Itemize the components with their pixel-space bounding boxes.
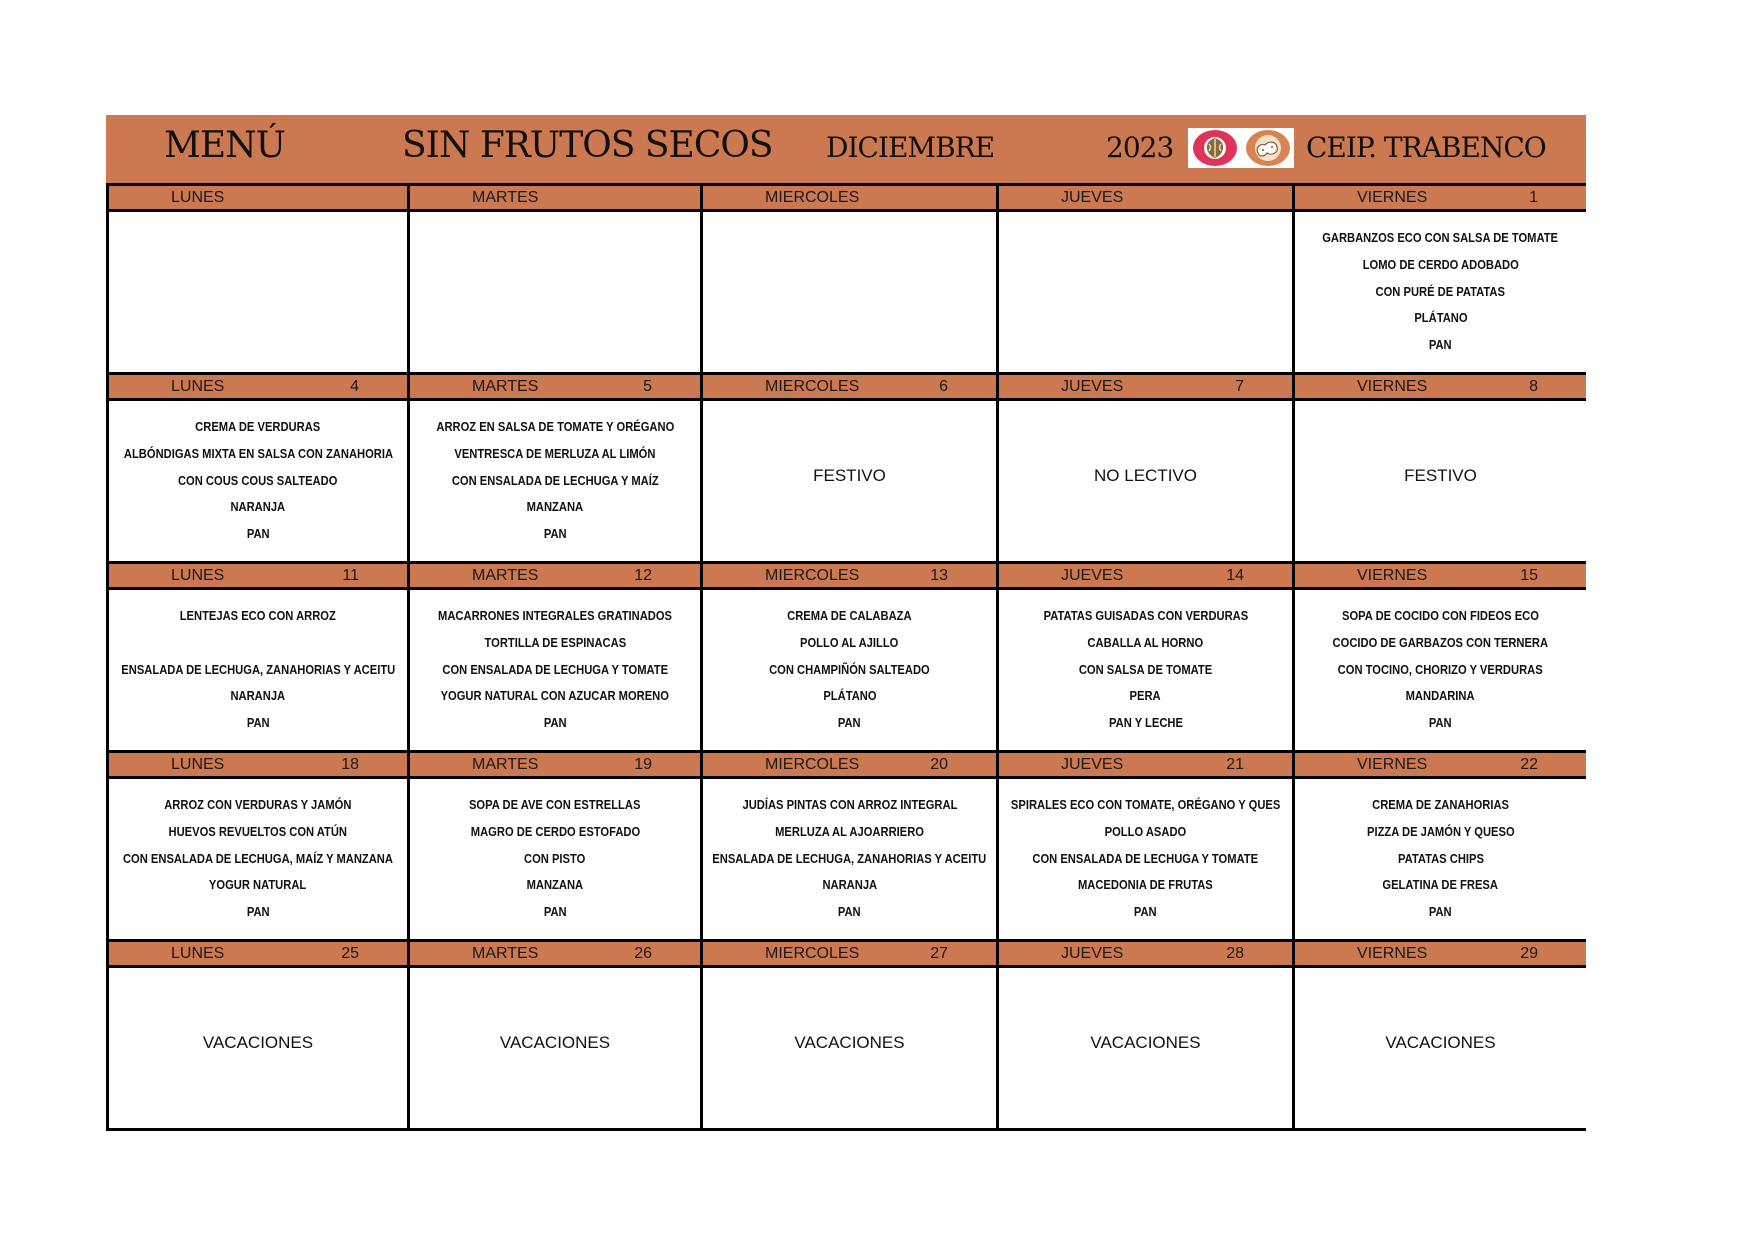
dish-line [256,630,259,657]
day-cell [1295,750,1586,939]
day-note: NO LECTIVO [1094,466,1197,485]
day-name: VIERNES [1357,756,1428,773]
day-menu [109,212,407,372]
day-name: MIERCOLES [765,756,860,773]
day-note: FESTIVO [1404,466,1477,485]
dish-line: MANZANA [526,499,584,515]
day-number: 19 [634,756,652,773]
day-name: LUNES [171,756,225,773]
day-header [109,183,407,212]
dish-line: PAN [838,904,861,920]
dish-line: CON CHAMPIÑÓN SALTEADO [769,661,930,677]
dish-line: PAN [1429,715,1452,731]
day-header [410,183,700,212]
dish-line: SOPA DE COCIDO CON FIDEOS ECO [1342,608,1539,623]
day-cell [410,561,703,750]
week-row [109,372,1586,561]
day-name: JUEVES [1061,756,1124,773]
day-name: LUNES [171,189,225,206]
day-name: JUEVES [1061,189,1124,206]
day-number: 22 [1520,756,1538,773]
day-cell [1295,183,1586,372]
day-header [1295,750,1586,779]
day-cell [703,183,999,372]
day-cell [109,750,410,939]
day-name: MIERCOLES [765,567,860,584]
day-cell [109,561,410,750]
day-header [999,372,1292,401]
day-cell [109,183,410,372]
day-number: 1 [1529,189,1538,206]
school-name: CEIP. TRABENCO [1306,131,1546,164]
dish-line: NARANJA [230,499,286,515]
dish-line: CON ENSALADA DE LECHUGA, MAÍZ Y MANZANA [123,850,393,866]
dish-line: GARBANZOS ECO CON SALSA DE TOMATE [1322,230,1559,245]
dish-line: MACEDONIA DE FRUTAS [1078,877,1213,893]
dish-line: VENTRESCA DE MERLUZA AL LIMÓN [454,445,656,461]
day-cell [410,372,703,561]
dish-line: PERA [1129,688,1162,704]
day-cell [410,939,703,1128]
day-cell [703,750,999,939]
day-menu [999,212,1292,372]
day-note: FESTIVO [813,466,886,485]
day-name: LUNES [171,567,225,584]
dish-line: PATATAS CHIPS [1397,850,1484,866]
dish-line: LOMO DE CERDO ADOBADO [1362,256,1519,272]
dish-line: POLLO ASADO [1104,823,1187,839]
day-name: MIERCOLES [765,945,860,962]
day-name: VIERNES [1357,567,1428,584]
day-note: VACACIONES [1090,1033,1201,1052]
day-menu [999,401,1292,561]
day-name: MARTES [472,945,539,962]
dish-line: POLLO AL AJILLO [800,634,899,650]
dish-line: YOGUR NATURAL CON AZUCAR MORENO [440,688,670,704]
dish-line: PAN [246,526,270,542]
day-cell [703,561,999,750]
day-note: VACACIONES [1385,1033,1496,1052]
day-header [999,939,1292,968]
day-header [999,750,1292,779]
dish-line: PAN [246,715,270,731]
dish-line: ARROZ CON VERDURAS Y JAMÓN [164,797,352,812]
dish-line: PAN [543,526,567,542]
dish-line: CREMA DE ZANAHORIAS [1372,797,1509,812]
day-number: 15 [1520,567,1538,584]
day-header [1295,372,1586,401]
day-name: MARTES [472,756,539,773]
day-menu [410,779,700,939]
day-header [703,750,996,779]
dish-line: CON COUS COUS SALTEADO [178,472,338,488]
day-number: 5 [643,378,652,395]
day-name: MIERCOLES [765,378,860,395]
dish-line: PAN [1134,904,1157,920]
day-menu [999,779,1292,939]
day-number: 7 [1235,378,1244,395]
day-header [999,561,1292,590]
day-cell [109,939,410,1128]
day-name: JUEVES [1061,567,1124,584]
dish-line: PIZZA DE JAMÓN Y QUESO [1366,823,1515,839]
day-menu [109,968,407,1128]
day-number: 26 [634,945,652,962]
dish-line: NARANJA [822,877,877,893]
dish-line: CON ENSALADA DE LECHUGA Y MAÍZ [451,472,659,488]
dish-line: MERLUZA AL AJOARRIERO [775,823,924,839]
day-header [703,561,996,590]
dish-line: MACARRONES INTEGRALES GRATINADOS [438,608,672,623]
dish-line: PAN [246,904,270,920]
day-name: MIERCOLES [765,189,860,206]
day-menu [410,968,700,1128]
day-menu [999,590,1292,750]
day-name: JUEVES [1061,378,1124,395]
day-name: MARTES [472,378,539,395]
dish-line: HUEVOS REVUELTOS CON ATÚN [168,823,348,839]
day-header [410,750,700,779]
day-cell [1295,939,1586,1128]
allergen-logos [1188,128,1294,168]
dish-line: YOGUR NATURAL [209,877,307,893]
day-number: 11 [342,567,359,584]
day-number: 14 [1226,567,1244,584]
dish-line: TORTILLA DE ESPINACAS [484,634,626,650]
day-number: 12 [634,567,652,584]
menu-title: MENÚ [164,125,285,166]
day-name: LUNES [171,945,225,962]
day-note: VACACIONES [499,1033,611,1052]
dish-line: PAN [543,904,567,920]
dish-line: CREMA DE VERDURAS [195,419,321,434]
day-number: 4 [350,378,359,395]
day-cell [410,183,703,372]
day-number: 28 [1226,945,1244,962]
year-label: 2023 [1106,131,1174,164]
dish-line: CABALLA AL HORNO [1087,634,1204,650]
day-number: 8 [1529,378,1538,395]
day-name: VIERNES [1357,945,1428,962]
day-header [109,561,407,590]
dish-line: MAGRO DE CERDO ESTOFADO [470,823,640,839]
day-menu [410,401,700,561]
day-cell [703,372,999,561]
week-row [109,183,1586,372]
day-cell [109,372,410,561]
day-menu [703,779,996,939]
day-header [410,561,700,590]
day-header [410,939,700,968]
day-name: JUEVES [1061,945,1124,962]
day-header [109,939,407,968]
dish-line: NARANJA [230,688,286,704]
day-cell [703,939,999,1128]
day-cell [410,750,703,939]
day-number: 29 [1520,945,1538,962]
day-menu [410,212,700,372]
dish-line: PAN Y LECHE [1108,715,1183,731]
day-header [1295,939,1586,968]
menu-calendar [106,115,1586,1131]
dish-line: PAN [1429,904,1452,920]
dish-line: PAN [838,715,861,731]
menu-subtitle: SIN FRUTOS SECOS [402,125,773,166]
day-header [1295,183,1586,212]
day-number: 21 [1226,756,1244,773]
day-number: 18 [341,756,359,773]
day-header [109,750,407,779]
day-name: MARTES [472,189,539,206]
day-menu [703,212,996,372]
day-number: 6 [939,378,948,395]
day-header [410,372,700,401]
day-menu [1295,779,1586,939]
day-header [703,183,996,212]
day-menu [703,590,996,750]
month-label: DICIEMBRE [826,131,995,164]
day-header [703,939,996,968]
day-number: 20 [930,756,948,773]
dish-line: ARROZ EN SALSA DE TOMATE Y ORÉGANO [436,419,674,434]
dish-line: CREMA DE CALABAZA [787,608,912,623]
dish-line: CON SALSA DE TOMATE [1078,661,1213,677]
day-number: 25 [341,945,359,962]
day-cell [999,939,1295,1128]
dish-line: CON PURÉ DE PATATAS [1375,283,1506,299]
dish-line: PAN [543,715,567,731]
day-note: VACACIONES [202,1033,314,1052]
day-number: 13 [930,567,948,584]
day-cell [999,372,1295,561]
dish-line: CON ENSALADA DE LECHUGA Y TOMATE [1032,850,1259,866]
dish-line: PATATAS GUISADAS CON VERDURAS [1043,608,1248,623]
dish-line: MANZANA [526,877,584,893]
dish-line: JUDÍAS PINTAS CON ARROZ INTEGRAL [742,797,957,812]
dish-line: GELATINA DE FRESA [1382,877,1499,893]
day-cell [999,183,1295,372]
dish-line: ENSALADA DE LECHUGA, ZANAHORIAS Y ACEITU [121,661,395,677]
day-header [109,372,407,401]
week-row [109,750,1586,939]
day-menu [109,401,407,561]
dish-line: COCIDO DE GARBAZOS CON TERNERA [1332,634,1549,650]
dish-line: LENTEJAS ECO CON ARROZ [179,608,337,623]
day-cell [999,561,1295,750]
day-cell [999,750,1295,939]
day-menu [703,968,996,1128]
dish-line: PLÁTANO [1413,310,1468,326]
dish-line: CON PISTO [524,850,586,866]
day-menu [1295,401,1586,561]
walnut-icon [1192,129,1238,167]
dish-line: PLÁTANO [822,688,877,704]
day-name: LUNES [171,378,225,395]
day-menu [109,590,407,750]
title-bar [106,115,1586,183]
dish-line: MANDARINA [1406,688,1475,704]
day-note: VACACIONES [794,1033,905,1052]
day-menu [703,401,996,561]
day-name: VIERNES [1357,189,1428,206]
day-menu [999,968,1292,1128]
day-header [703,372,996,401]
dish-line: SPIRALES ECO CON TOMATE, ORÉGANO Y QUES [1010,797,1281,812]
dish-line: PAN [1429,337,1452,353]
day-name: MARTES [472,567,539,584]
day-menu [109,779,407,939]
day-cell [1295,561,1586,750]
menu-grid [106,183,1586,1131]
dish-line: CON ENSALADA DE LECHUGA Y TOMATE [442,661,668,677]
day-menu [1295,590,1586,750]
day-cell [1295,372,1586,561]
week-row [109,939,1586,1128]
week-row [109,561,1586,750]
dish-line: CON TOCINO, CHORIZO Y VERDURAS [1337,661,1544,677]
dish-line: ENSALADA DE LECHUGA, ZANAHORIAS Y ACEITU [712,850,987,866]
day-header [1295,561,1586,590]
dish-line: SOPA DE AVE CON ESTRELLAS [469,797,641,812]
day-menu [410,590,700,750]
peanut-icon [1245,129,1291,167]
dish-line: ALBÓNDIGAS MIXTA EN SALSA CON ZANAHORIA [123,445,393,461]
day-header [999,183,1292,212]
day-menu [1295,968,1586,1128]
day-menu [1295,212,1586,372]
day-name: VIERNES [1357,378,1428,395]
day-number: 27 [930,945,948,962]
